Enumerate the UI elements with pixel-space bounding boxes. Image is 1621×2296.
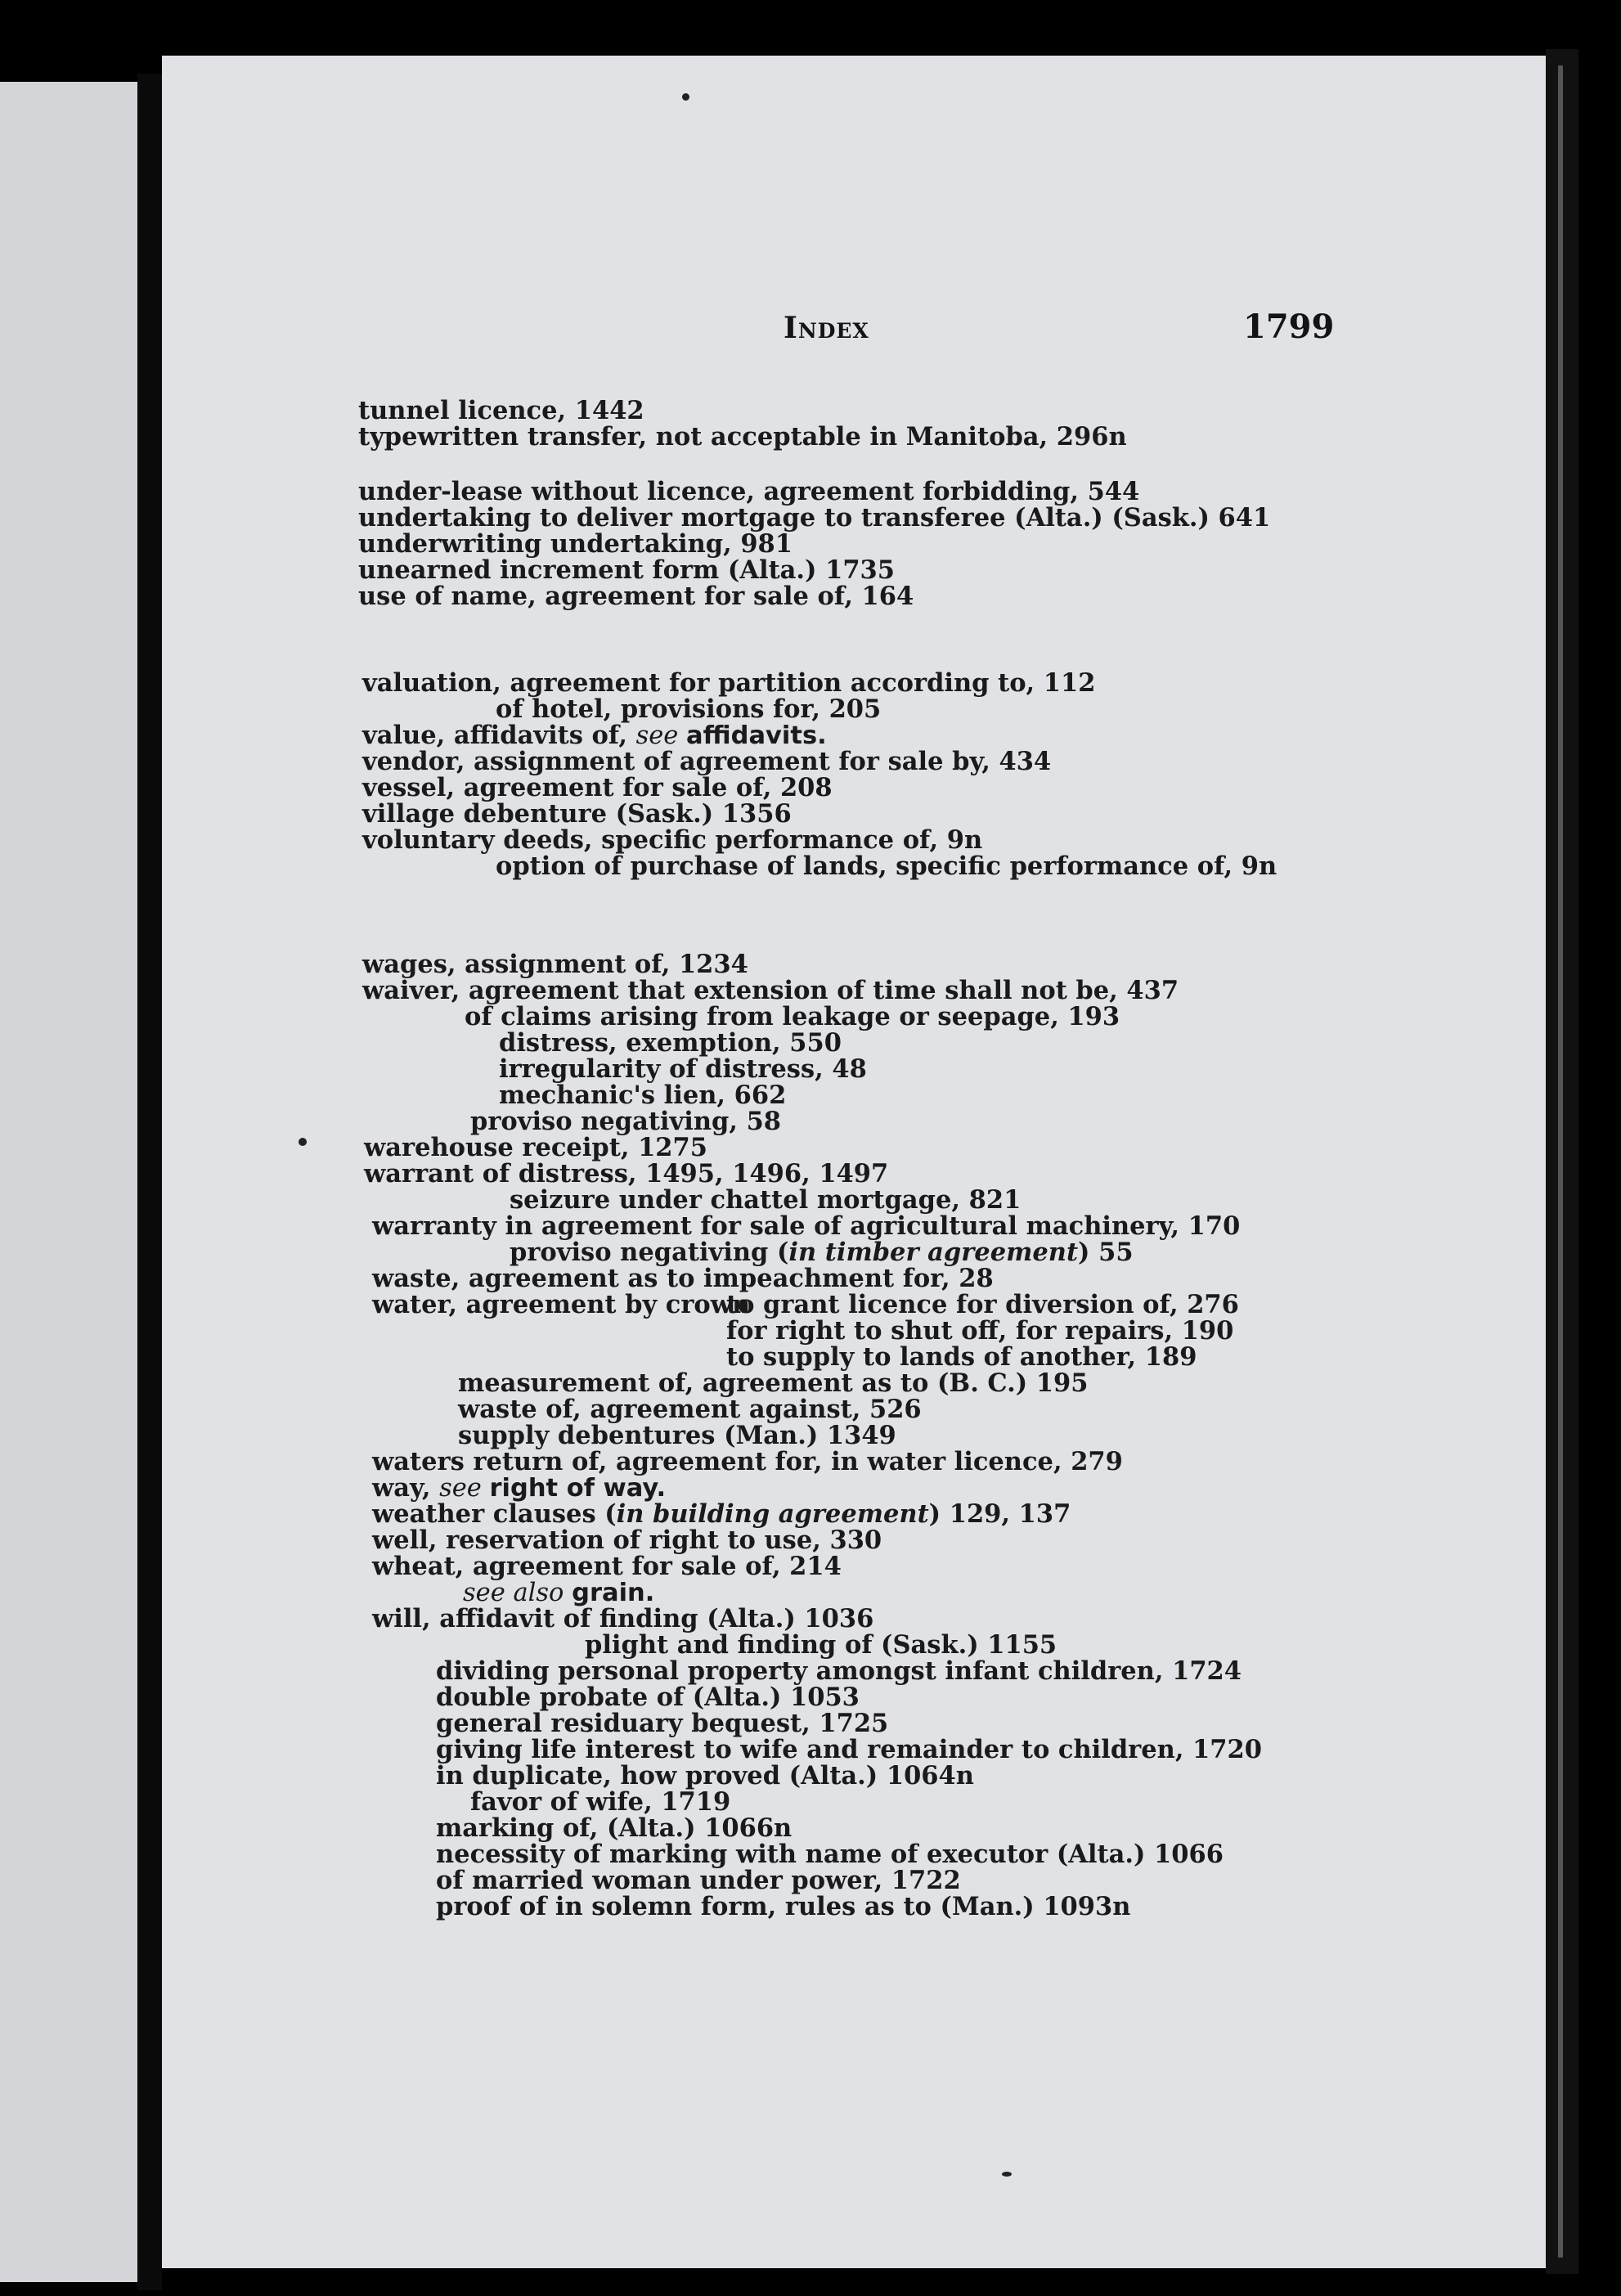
index-entry: giving life interest to wife and remainder to children, 1720 — [436, 1735, 1262, 1764]
index-entry: water, agreement by crown — [372, 1290, 751, 1319]
index-entry: vendor, assignment of agreement for sale by, 434 — [362, 747, 1052, 776]
index-entry: mechanic's lien, 662 — [499, 1081, 787, 1110]
index-entry: undertaking to deliver mortgage to transferee (Alta.) (Sask.) 641 — [358, 503, 1271, 532]
index-entry: to grant licence for diversion of, 276 — [726, 1290, 1239, 1319]
index-entry: to supply to lands of another, 189 — [726, 1342, 1197, 1372]
index-entry — [510, 1238, 1134, 1266]
index-entry: village debenture (Sask.) 1356 — [362, 799, 792, 829]
cross-reference: grain. — [572, 1579, 655, 1607]
index-entry — [372, 1474, 666, 1503]
index-entry: unearned increment form (Alta.) 1735 — [358, 555, 895, 585]
index-entry: under-lease without licence, agreement forbidding, 544 — [358, 477, 1140, 506]
index-entry: tunnel licence, 1442 — [358, 396, 644, 425]
entry-text: value, affidavits of, — [362, 721, 636, 750]
index-entry: use of name, agreement for sale of, 164 — [358, 582, 914, 611]
index-entry: irregularity of distress, 48 — [499, 1054, 867, 1084]
cross-reference: affidavits. — [686, 721, 827, 750]
index-entry: of hotel, provisions for, 205 — [496, 694, 882, 724]
page-number: 1799 — [1243, 308, 1335, 346]
running-head-title: Index — [784, 311, 869, 345]
ink-speck — [682, 93, 689, 101]
entry-italic-text: in building agreement — [616, 1499, 929, 1529]
entry-page-refs: ) 55 — [1078, 1238, 1134, 1267]
index-entry: warrant of distress, 1495, 1496, 1497 — [364, 1159, 889, 1188]
entry-page-refs: ) 129, 137 — [928, 1499, 1071, 1529]
index-entry: will, affidavit of finding (Alta.) 1036 — [372, 1604, 874, 1633]
index-entry: distress, exemption, 550 — [499, 1028, 842, 1058]
left-page-edge — [0, 82, 137, 2282]
index-entry: double probate of (Alta.) 1053 — [436, 1683, 860, 1712]
index-entry: necessity of marking with name of executor (Alta.) 1066 — [436, 1840, 1224, 1869]
index-entry: wheat, agreement for sale of, 214 — [372, 1552, 842, 1581]
see-reference-label: see also — [463, 1579, 573, 1607]
index-entry: waste, agreement as to impeachment for, 28 — [372, 1264, 994, 1293]
index-entry: for right to shut off, for repairs, 190 — [726, 1316, 1234, 1346]
index-entry: voluntary deeds, specific performance of, 9n — [362, 825, 983, 855]
index-entry: in duplicate, how proved (Alta.) 1064n — [436, 1761, 974, 1791]
see-reference-label: see — [439, 1474, 490, 1503]
index-entry: vessel, agreement for sale of, 208 — [362, 773, 833, 802]
index-entry: dividing personal property amongst infant children, 1724 — [436, 1656, 1242, 1686]
index-entry: of married woman under power, 1722 — [436, 1866, 961, 1895]
index-entry: measurement of, agreement as to (B. C.) 195 — [458, 1368, 1089, 1398]
index-entry: waiver, agreement that extension of time shall not be, 437 — [362, 976, 1179, 1005]
index-entry: general residuary bequest, 1725 — [436, 1709, 889, 1738]
entry-text: way, — [372, 1473, 440, 1503]
index-entry: warehouse receipt, 1275 — [364, 1133, 707, 1162]
index-entry: valuation, agreement for partition according to, 112 — [362, 668, 1096, 698]
ink-speck — [299, 1138, 307, 1146]
index-entry: wages, assignment of, 1234 — [362, 950, 748, 979]
index-entry — [362, 721, 827, 750]
index-entry: typewritten transfer, not acceptable in Manitoba, 296n — [358, 422, 1127, 452]
index-entry: seizure under chattel mortgage, 821 — [510, 1185, 1022, 1215]
ink-speck — [1002, 2172, 1012, 2177]
index-entry — [463, 1579, 654, 1607]
index-entry: proof of in solemn form, rules as to (Man.) 1093n — [436, 1892, 1131, 1921]
index-entry: waste of, agreement against, 526 — [458, 1395, 922, 1424]
page-edge-line — [1558, 65, 1563, 2258]
index-entry: well, reservation of right to use, 330 — [372, 1525, 882, 1555]
index-entry: of claims arising from leakage or seepage, 193 — [465, 1002, 1120, 1031]
index-entry: marking of, (Alta.) 1066n — [436, 1813, 793, 1843]
index-entry: favor of wife, 1719 — [470, 1787, 731, 1817]
index-entry: underwriting undertaking, 981 — [358, 529, 793, 559]
entry-text: proviso negativing ( — [510, 1238, 789, 1267]
entry-italic-text: in timber agreement — [788, 1238, 1079, 1267]
book-gutter — [137, 74, 162, 2290]
index-entry: option of purchase of lands, specific performance of, 9n — [496, 851, 1277, 881]
index-entry: proviso negativing, 58 — [470, 1107, 782, 1136]
index-entry: warranty in agreement for sale of agricultural machinery, 170 — [372, 1211, 1241, 1241]
index-entry — [372, 1500, 1071, 1528]
index-entry: supply debentures (Man.) 1349 — [458, 1421, 896, 1450]
index-entry: waters return of, agreement for, in water licence, 279 — [372, 1447, 1123, 1476]
index-entry: plight and finding of (Sask.) 1155 — [585, 1630, 1057, 1660]
entry-text: weather clauses ( — [372, 1499, 617, 1529]
cross-reference: right of way. — [489, 1474, 667, 1503]
see-reference-label: see — [635, 721, 687, 750]
